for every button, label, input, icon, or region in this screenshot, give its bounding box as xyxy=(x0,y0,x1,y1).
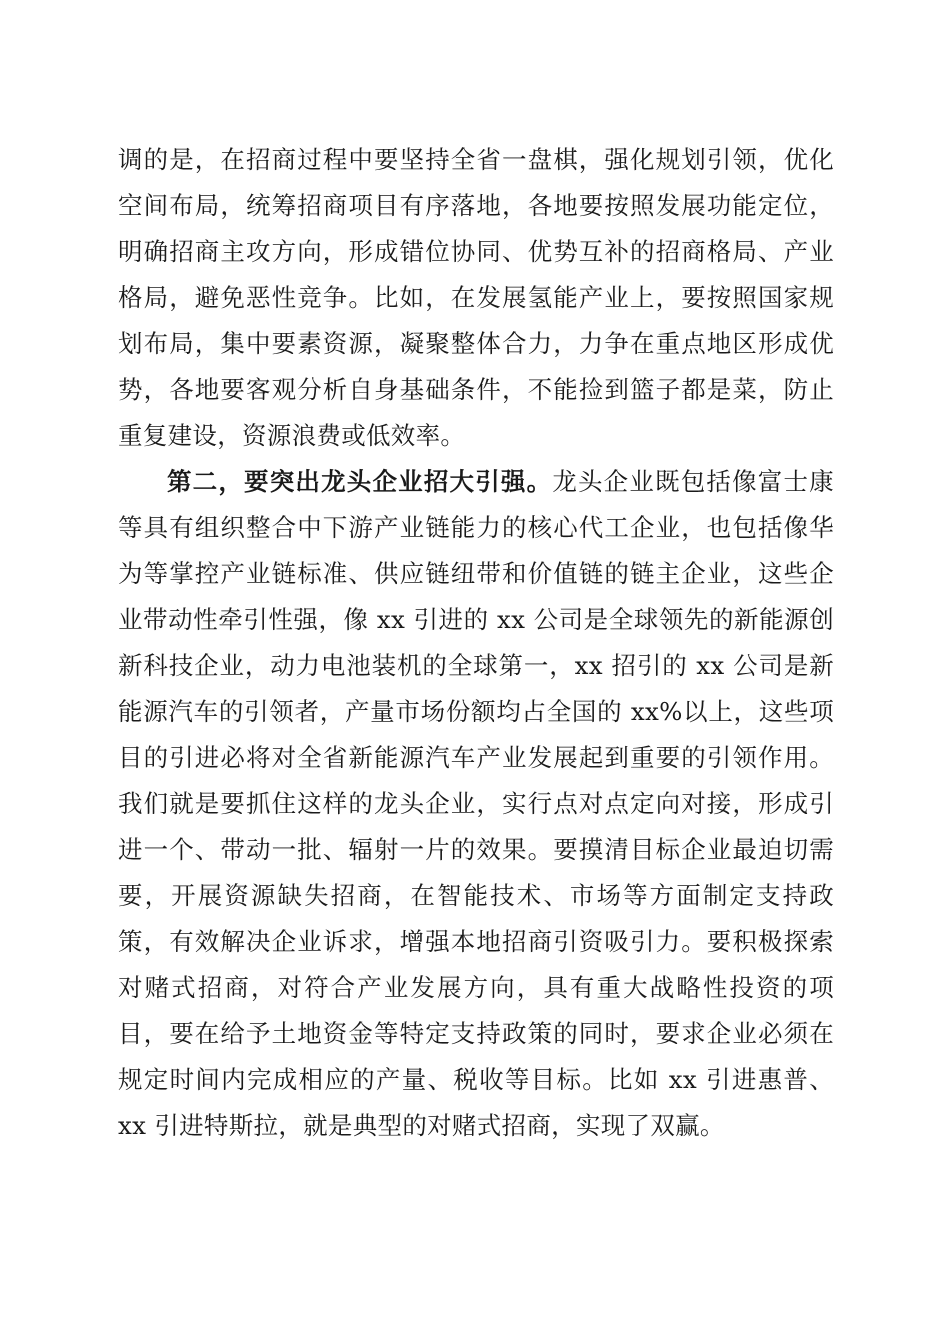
paragraph-1-text: 调的是，在招商过程中要坚持全省一盘棋，强化规划引领，优化空间布局，统筹招商项目有序落地，各地要按照发展功能定位，明确招商主攻方向，形成错位协同、优势互补的招商格局、产业格局，避免恶性竞争。比如，在发展氢能产业上，要按照国家规划布局，集中要素资源，凝聚整体合力，力争在重点地区形成优势，各地要客观分析自身基础条件，不能捡到篮子都是菜，防止重复建设，资源浪费或低效率。 xyxy=(118,145,834,450)
paragraph-2-text: 龙头企业既包括像富士康等具有组织整合中下游产业链能力的核心代工企业，也包括像华为等掌控产业链标准、供应链纽带和价值链的链主企业，这些企业带动性牵引性强，像 xx 引进的 xx 公司是全球领先的新能源创新科技企业，动力电池装机的全球第一，xx 招引的 xx 公司是新能源汽车的引领者，产量市场份额均占全国的 xx%以上，这些项目的引进必将对全省新能源汽车产业发展起到重要的引领作用。我们就是要抓住这样的龙头企业，实行点对点定向对接，形成引进一个、带动一批、辐射一片的效果。要摸清目标企业最迫切需要，开展资源缺失招商，在智能技术、市场等方面制定支持政策，有效解决企业诉求，增强本地招商引资吸引力。要积极探索对赌式招商，对符合产业发展方向，具有重大战略性投资的项目，要在给予土地资金等特定支持政策的同时，要求企业必须在规定时间内完成相应的产量、税收等目标。比如 xx 引进惠普、xx 引进特斯拉，就是典型的对赌式招商，实现了双赢。 xyxy=(118,467,834,1140)
paragraph-second-point xyxy=(118,459,834,1149)
document-body xyxy=(118,137,834,1149)
paragraph-continuation xyxy=(118,137,834,459)
paragraph-2-heading: 第二，要突出龙头企业招大引强。 xyxy=(167,467,553,496)
